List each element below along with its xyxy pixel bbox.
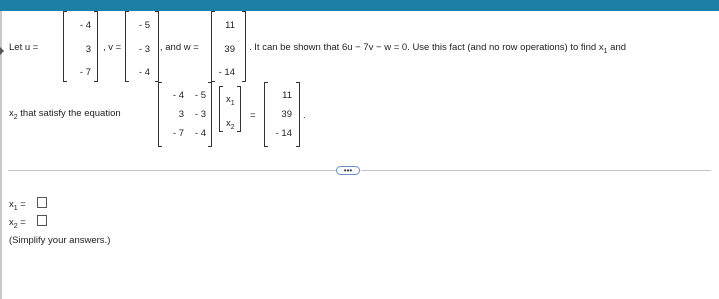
- vector-u-entry: - 4: [79, 20, 91, 31]
- comma-v-label: , v =: [103, 42, 122, 53]
- rhs-entry: 39: [281, 109, 292, 120]
- matrix-entry: - 4: [194, 128, 206, 139]
- variable: x: [226, 94, 231, 105]
- equation-lead: [9, 108, 121, 120]
- vector-w-entry: - 14: [218, 67, 235, 78]
- subscript: 1: [230, 100, 235, 107]
- bracket-right: [208, 82, 212, 147]
- bracket-right: [242, 11, 246, 82]
- section-divider: [8, 170, 336, 171]
- equals-sign: =: [20, 217, 26, 228]
- subscript: 2: [13, 114, 18, 121]
- subscript: 2: [13, 223, 18, 230]
- matrix-entry: - 3: [194, 109, 206, 120]
- top-bar: [0, 0, 719, 11]
- simplify-hint: (Simplify your answers.): [9, 235, 111, 246]
- equation-lead-text: that satisfy the equation: [17, 108, 121, 119]
- vector-v-entry: - 5: [138, 20, 150, 31]
- answer-x1-input[interactable]: [37, 197, 47, 208]
- collapse-arrow-icon[interactable]: [0, 47, 4, 55]
- bracket-right: [296, 82, 300, 147]
- subscript: 1: [603, 48, 608, 55]
- unknown-x2: [226, 118, 235, 130]
- answer-x1-label: [9, 199, 26, 211]
- matrix-entry: - 5: [194, 90, 206, 101]
- variable: x: [226, 118, 231, 129]
- subscript: 1: [13, 205, 18, 212]
- bracket-left: [219, 86, 223, 132]
- ellipsis-icon: •••: [343, 165, 353, 175]
- bracket-right: [94, 11, 98, 82]
- answer-x2-label: [9, 217, 26, 229]
- matrix-entry: 3: [178, 109, 184, 120]
- vector-w-entry: 11: [225, 20, 235, 31]
- vector-u-entry: - 7: [79, 67, 91, 78]
- vector-u-entry: 3: [85, 44, 91, 55]
- matrix-entry: - 4: [172, 90, 184, 101]
- variable: x: [9, 217, 14, 228]
- more-button[interactable]: [336, 166, 360, 175]
- bracket-right: [155, 11, 159, 82]
- and-w-label: , and w =: [160, 42, 199, 53]
- vector-v-entry: - 3: [138, 44, 150, 55]
- rhs-entry: - 14: [275, 128, 292, 139]
- equals-sign: =: [250, 110, 256, 121]
- matrix-entry: - 7: [172, 128, 184, 139]
- answer-x2-input[interactable]: [37, 215, 47, 226]
- variable: x: [9, 108, 14, 119]
- vector-w-entry: 39: [224, 44, 235, 55]
- variable: x: [9, 199, 14, 210]
- subscript: 2: [230, 124, 235, 131]
- rhs-entry: 11: [282, 90, 292, 101]
- bracket-left: [63, 11, 67, 82]
- bracket-left: [264, 82, 268, 147]
- section-divider: [361, 170, 711, 171]
- let-u-label: Let u =: [9, 42, 39, 53]
- problem-text: . It can be shown that 6u − 7v − w = 0. Use this fact (and no row operations) to find x: [249, 42, 604, 53]
- problem-statement: [249, 42, 626, 54]
- problem-text-end: and: [607, 42, 627, 53]
- unknown-x1: [226, 94, 235, 106]
- bracket-right: [237, 86, 241, 132]
- vector-v-entry: - 4: [138, 67, 150, 78]
- equals-sign: =: [20, 199, 26, 210]
- period: .: [303, 110, 306, 121]
